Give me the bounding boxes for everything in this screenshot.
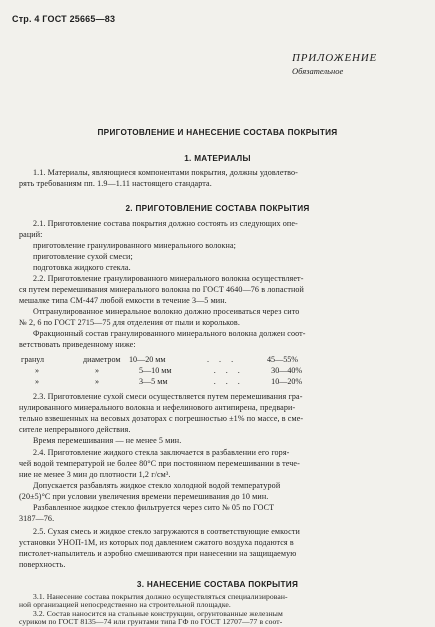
section-1-title: 1. МАТЕРИАЛЫ	[184, 154, 251, 163]
table-cell: . . .	[207, 355, 238, 364]
table-cell: диаметром	[83, 355, 121, 364]
text-line: Отгранулированное минеральное волокно должно просеиваться через сито	[33, 307, 300, 316]
text-line: нулированного минерального волокна и нефелинового антипирена, предвари-	[19, 403, 296, 412]
text-line: рять требованиям пп. 1.9—1.11 настоящего стандарта.	[19, 179, 212, 188]
section-3-title: 3. НАНЕСЕНИЕ СОСТАВА ПОКРЫТИЯ	[136, 580, 299, 589]
paragraph-2-2	[19, 273, 415, 350]
text-line: приготовление гранулированного минерального волокна;	[33, 241, 237, 250]
table-cell: . . .	[213, 377, 244, 386]
text-line: ветствовать приведенному ниже:	[19, 340, 136, 349]
text-line: чей водой температурой не более 80°С при постоянном перемешивании в тече-	[19, 459, 300, 468]
text-line: 2.3. Приготовление сухой смеси осуществляется путем перемешивания гра-	[33, 392, 303, 401]
text-line: ной организацией непосредственно на строительной площадке.	[19, 600, 231, 610]
appendix-subtitle: Обязательное	[292, 66, 344, 76]
text-line: Разбавленное жидкое стекло фильтруется через сито № 05 по ГОСТ	[33, 503, 275, 512]
section-3-body	[19, 593, 415, 627]
table-cell: »	[35, 377, 40, 386]
table-row	[19, 354, 319, 365]
table-cell: 30—40%	[271, 366, 303, 375]
paragraph-1-1	[19, 167, 415, 189]
table-cell: »	[35, 366, 40, 375]
table-cell: 10—20%	[271, 377, 303, 386]
table-cell: 10—20 мм	[129, 355, 166, 364]
text-line: Время перемешивания — не менее 5 мин.	[33, 436, 182, 445]
paragraph-2-5	[19, 526, 415, 570]
text-line: поверхность.	[19, 560, 66, 569]
section-2-title: 2. ПРИГОТОВЛЕНИЕ СОСТАВА ПОКРЫТИЯ	[125, 204, 310, 213]
text-line: тельно взвешенных на весовых дозаторах с погрешностью ±1% по массе, в сме-	[19, 414, 304, 423]
text-line: № 2, 6 по ГОСТ 2715—75 для отделения от пыли и корольков.	[19, 318, 240, 327]
paragraph-2-1	[19, 218, 415, 273]
text-line: суриком по ГОСТ 8135—74 или грунтами типа ГФ по ГОСТ 12707—77 в соот-	[19, 617, 283, 627]
table-cell: . . .	[213, 366, 244, 375]
text-line: раций:	[19, 230, 43, 239]
paragraph-2-4	[19, 447, 415, 524]
text-line: 3187—76.	[19, 514, 55, 523]
text-line: (20±5)°С при условии увеличения времени перемешивания до 10 мин.	[19, 492, 269, 501]
text-line: 2.4. Приготовление жидкого стекла заключается в разбавлении его горя-	[33, 448, 290, 457]
text-line: 2.1. Приготовление состава покрытия должно состоять из следующих опе-	[33, 219, 298, 228]
text-line: 3.1. Нанесение состава покрытия должно осуществляться специализирован-	[33, 592, 288, 601]
table-cell: 5—10 мм	[139, 366, 172, 375]
fraction-table	[19, 354, 319, 387]
text-line: мешалке типа СМ-447 любой емкости в течение 3—5 мин.	[19, 296, 227, 305]
text-line: приготовление сухой смеси;	[33, 252, 133, 261]
text-line: Допускается разбавлять жидкое стекло холодной водой температурой	[33, 481, 281, 490]
text-line: установки УНОП-1М, из которых под давлением сжатого воздуха подаются в	[19, 538, 294, 547]
text-line: 2.5. Сухая смесь и жидкое стекло загружаются в соответствующие емкости	[33, 527, 300, 536]
text-line: 3.2. Состав наносится на стальные конструкции, огрунтованные железным	[33, 608, 283, 618]
appendix-label	[292, 52, 377, 76]
text-line: ние не менее 3 мин до плотности 1,2 г/см³.	[19, 470, 171, 479]
table-cell: »	[94, 366, 99, 375]
table-row	[19, 365, 319, 376]
appendix-title: ПРИЛОЖЕНИЕ	[292, 52, 377, 64]
text-line: ся путем перемешивания минерального волокна по ГОСТ 4640—76 в лопастной	[19, 285, 304, 294]
text-line: сителе непрерывного действия.	[19, 425, 131, 434]
text-line: подготовка жидкого стекла.	[33, 263, 131, 272]
text-line: Фракционный состав гранулированного минерального волокна должен соот-	[33, 329, 306, 338]
main-title: ПРИГОТОВЛЕНИЕ И НАНЕСЕНИЕ СОСТАВА ПОКРЫТИЯ	[97, 128, 338, 137]
text-line: 1.1. Материалы, являющиеся компонентами покрытия, должны удовлетво-	[33, 168, 298, 177]
paragraph-2-3	[19, 391, 415, 446]
table-cell: 45—55%	[267, 355, 299, 364]
text-line: 2.2. Приготовление гранулированного минерального волокна осуществляет-	[33, 274, 304, 283]
table-cell: гранул	[21, 355, 45, 364]
table-cell: 3—5 мм	[139, 377, 168, 386]
table-cell: »	[94, 377, 99, 386]
page-header: Стр. 4 ГОСТ 25665—83	[12, 14, 116, 24]
table-row	[19, 376, 319, 387]
text-line: пистолет-напылитель и аэробно смешиваются при нанесении на защищаемую	[19, 549, 297, 558]
